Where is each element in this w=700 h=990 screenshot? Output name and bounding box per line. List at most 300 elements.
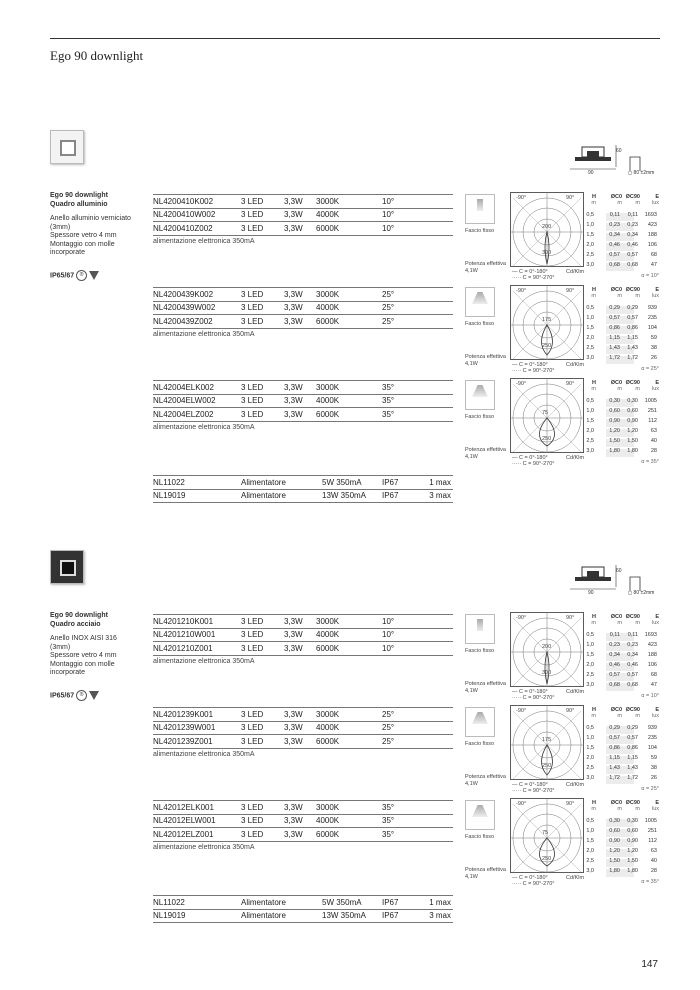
power: 3,3W [284,290,303,299]
table-cell: 0,5 [586,398,594,404]
table-cell: 112 [648,418,657,424]
led-count: 3 LED [241,630,264,639]
beam-icon [472,292,488,304]
cert-badge-icon: ® [76,270,87,281]
color-temperature: 3000K [316,383,340,392]
polar-legend-c0: — C = 0°-180° [512,782,548,788]
power: 3,3W [284,630,303,639]
table-unit: m [591,713,596,719]
color-temperature: 3000K [316,803,340,812]
polar-label-outer: 250 [542,763,552,769]
dimension-height: 60 [616,568,622,574]
table-cell: 251 [647,408,657,414]
table-header: ØC0 [610,707,622,713]
accessory-power: 5W 350mA [322,478,362,487]
ip-text: IP65/67 [50,272,75,280]
power: 3,3W [284,410,303,419]
polar-unit: Cd/Klm [566,782,585,788]
power-supply-note: alimentazione elettronica 350mA [153,751,255,758]
beam-angle: 35° [382,816,395,825]
table-row [588,355,658,365]
table-row [588,315,658,325]
product-code: NL42004ELK002 [153,383,214,392]
table-cell: 1,80 [627,448,638,454]
table-cell: 1,5 [586,745,594,751]
table-header: H [592,380,596,386]
beam-alpha: α = 25° [641,366,659,372]
table-cell: 1,15 [627,335,638,341]
table-cell: 0,68 [627,262,638,268]
polar-label-right: 90° [566,195,575,201]
product-row [153,301,453,315]
table-cell: 2,5 [586,438,594,444]
polar-label-right: 90° [566,708,575,714]
table-row [588,345,658,355]
table-unit: m [617,713,622,719]
table-cell: 28 [650,448,657,454]
power: 3,3W [284,723,303,732]
table-cell: 3,0 [586,355,594,361]
table-cell: 1,72 [609,355,620,361]
beam-alpha: α = 10° [641,273,659,279]
table-header: E [655,287,659,293]
table-cell: 0,29 [609,725,620,731]
table-cell: 1,5 [586,325,594,331]
product-row [153,408,453,422]
polar-unit: Cd/Klm [566,362,585,368]
table-cell: 0,90 [627,838,638,844]
table-cell: 3,0 [586,682,594,688]
table-cell: 0,5 [586,212,594,218]
table-header: ØC0 [610,287,622,293]
power: 3,3W [284,644,303,653]
table-cell: 0,34 [627,232,638,238]
beam-type: Fascio fisso [465,321,495,327]
table-cell: 1,5 [586,652,594,658]
product-variant: Quadro acciaio [50,620,101,628]
table-cell: 2,0 [586,848,594,854]
effective-power-value: 4,1W [465,688,478,694]
led-count: 3 LED [241,816,264,825]
table-cell: 1005 [644,818,657,824]
polar-label-right: 90° [566,381,575,387]
table-cell: 1693 [644,632,657,638]
cert-triangle-icon [89,271,99,280]
table-cell: 0,57 [627,672,638,678]
table-cell: 0,11 [609,632,620,638]
description-line: Anello alluminio verniciato [50,215,131,222]
accessory-name: Alimentatore [241,898,286,907]
polar-label-inner: 175 [542,737,552,743]
polar-unit: Cd/Klm [566,269,585,275]
table-unit: m [635,806,640,812]
table-cell: 1,0 [586,735,594,741]
table-cell: 1,15 [609,335,620,341]
table-row [588,662,658,672]
table-cell: 1,80 [609,448,620,454]
beam-angle: 25° [382,710,395,719]
table-cell: 2,5 [586,345,594,351]
table-row [588,858,658,868]
beam-icon [472,805,488,817]
table-cell: 0,90 [609,838,620,844]
color-temperature: 6000K [316,737,340,746]
product-row [153,814,453,828]
product-row [153,614,453,629]
table-unit: m [617,386,622,392]
beam-type: Fascio fisso [465,741,495,747]
product-row [153,394,453,408]
product-row [153,315,453,329]
power: 3,3W [284,617,303,626]
table-cell: 0,23 [627,222,638,228]
photometric-table [588,800,660,890]
led-count: 3 LED [241,830,264,839]
power-supply-note: alimentazione elettronica 350mA [153,658,255,665]
table-cell: 1,0 [586,642,594,648]
power: 3,3W [284,224,303,233]
table-cell: 1,20 [609,848,620,854]
table-row [588,448,658,458]
top-rule [50,38,660,39]
table-header: H [592,287,596,293]
table-header: E [655,194,659,200]
table-header: H [592,194,596,200]
table-unit: m [617,806,622,812]
color-temperature: 4000K [316,303,340,312]
color-temperature: 4000K [316,723,340,732]
table-cell: 2,5 [586,252,594,258]
table-cell: 2,0 [586,335,594,341]
table-cell: 59 [650,335,657,341]
description-line: (3mm) [50,223,71,231]
table-row [588,438,658,448]
table-cell: 40 [650,858,657,864]
table-cell: 0,90 [627,418,638,424]
table-cell: 2,0 [586,755,594,761]
table-cell: 3,0 [586,868,594,874]
beam-angle: 10° [382,210,395,219]
photometric-table [588,614,660,704]
product-code: NL4201210W001 [153,630,216,639]
table-row [588,642,658,652]
led-count: 3 LED [241,383,264,392]
table-cell: 0,29 [627,725,638,731]
table-cell: 0,86 [627,325,638,331]
beam-angle: 35° [382,830,395,839]
effective-power-value: 4,1W [465,874,478,880]
beam-alpha: α = 35° [641,879,659,885]
beam-type: Fascio fisso [465,834,495,840]
beam-type: Fascio fisso [465,648,495,654]
table-cell: 63 [650,428,657,434]
table-header: ØC0 [610,614,622,620]
table-cell: 0,29 [609,305,620,311]
table-row [588,818,658,828]
color-temperature: 4000K [316,210,340,219]
cert-triangle-icon [89,691,99,700]
table-row [588,242,658,252]
table-cell: 1,72 [609,775,620,781]
ip-rating [50,690,99,701]
power-supply-note: alimentazione elettronica 350mA [153,238,255,245]
power: 3,3W [284,803,303,812]
beam-angle: 35° [382,396,395,405]
product-code: NL42004ELW002 [153,396,216,405]
table-cell: 0,30 [627,818,638,824]
color-temperature: 6000K [316,644,340,653]
table-row [588,252,658,262]
photometric-table [588,287,660,377]
table-cell: 40 [650,438,657,444]
table-cell: 1,15 [627,755,638,761]
accessory-name: Alimentatore [241,478,286,487]
table-header: E [655,614,659,620]
led-count: 3 LED [241,210,264,219]
table-header: ØC90 [625,707,640,713]
product-code: NL4200439K002 [153,290,214,299]
polar-label-inner: 75 [542,830,549,836]
table-cell: 106 [647,242,657,248]
power: 3,3W [284,396,303,405]
page-title: Ego 90 downlight [50,48,144,63]
table-cell: 0,57 [627,735,638,741]
table-unit: m [591,293,596,299]
table-cell: 0,5 [586,305,594,311]
accessory-ip: IP67 [382,478,399,487]
accessory-power: 13W 350mA [322,491,367,500]
polar-unit: Cd/Klm [566,455,585,461]
table-unit: lux [651,293,659,299]
polar-label-right: 90° [566,288,575,294]
table-cell: 1,43 [627,345,638,351]
table-cell: 1,20 [609,428,620,434]
product-code: NL4200410K002 [153,197,214,206]
power: 3,3W [284,816,303,825]
table-cell: 0,68 [609,262,620,268]
polar-legend-c90: ····· C = 90°-270° [512,368,555,374]
table-cell: 0,11 [627,212,638,218]
color-temperature: 6000K [316,410,340,419]
photometric-table [588,194,660,284]
power: 3,3W [284,197,303,206]
dimension-width: 90 [588,590,594,596]
table-cell: 3,0 [586,448,594,454]
power: 3,3W [284,710,303,719]
table-unit: m [635,386,640,392]
effective-power-value: 4,1W [465,268,478,274]
table-cell: 1,72 [627,355,638,361]
table-header: ØC90 [625,800,640,806]
table-cell: 0,29 [627,305,638,311]
table-header: ØC90 [625,287,640,293]
beam-image [465,707,495,737]
polar-label-inner: 200 [542,224,552,230]
product-code: NL4200410Z002 [153,224,213,233]
beam-image [465,194,495,224]
table-unit: m [617,200,622,206]
table-row [588,305,658,315]
accessory-row [153,489,453,503]
power: 3,3W [284,383,303,392]
table-row [588,682,658,692]
color-temperature: 3000K [316,290,340,299]
table-cell: 0,11 [609,212,620,218]
power: 3,3W [284,830,303,839]
dimension-width: 90 [588,170,594,176]
table-row [588,745,658,755]
table-cell: 423 [647,642,657,648]
product-row [153,707,453,722]
product-description [50,192,150,258]
table-row [588,755,658,765]
table-cell: 1,43 [609,345,620,351]
polar-label-right: 90° [566,801,575,807]
table-cell: 0,23 [627,642,638,648]
table-cell: 0,57 [627,252,638,258]
polar-label-outer: 250 [542,436,552,442]
beam-type: Fascio fisso [465,414,495,420]
product-code: NL4200410W002 [153,210,216,219]
table-unit: m [635,620,640,626]
polar-legend-c90: ····· C = 90°-270° [512,461,555,467]
table-row [588,398,658,408]
product-code: NL4201210Z001 [153,644,213,653]
table-row [588,212,658,222]
description-line: Spessore vetro 4 mm [50,652,117,659]
polar-label-outer: 300 [542,670,552,676]
beam-alpha: α = 35° [641,459,659,465]
beam-angle: 25° [382,290,395,299]
polar-label-outer: 250 [542,343,552,349]
accessory-power: 13W 350mA [322,911,367,920]
color-temperature: 4000K [316,816,340,825]
table-cell: 26 [650,355,657,361]
description-line: Montaggio con molle [50,660,115,668]
table-unit: lux [651,713,659,719]
accessory-ip: IP67 [382,911,399,920]
table-unit: lux [651,200,659,206]
table-cell: 3,0 [586,262,594,268]
table-row [588,418,658,428]
table-row [588,335,658,345]
power-supply-note: alimentazione elettronica 350mA [153,424,255,431]
table-cell: 0,68 [627,682,638,688]
table-header: ØC0 [610,194,622,200]
effective-power-value: 4,1W [465,454,478,460]
color-temperature: 6000K [316,224,340,233]
accessory-row [153,909,453,923]
table-cell: 0,57 [627,315,638,321]
table-cell: 68 [650,672,657,678]
table-cell: 0,60 [609,408,620,414]
power: 3,3W [284,317,303,326]
product-row [153,828,453,842]
table-header: ØC0 [610,800,622,806]
table-cell: 3,0 [586,775,594,781]
beam-angle: 25° [382,737,395,746]
polar-label-right: 90° [566,615,575,621]
table-row [588,828,658,838]
table-cell: 0,30 [627,398,638,404]
beam-image [465,800,495,830]
product-row [153,194,453,209]
table-cell: 104 [647,745,657,751]
accessory-max: 1 max [429,898,451,907]
table-header: ØC0 [610,380,622,386]
table-cell: 188 [647,232,657,238]
table-cell: 68 [650,252,657,258]
table-unit: lux [651,806,659,812]
table-cell: 1,0 [586,408,594,414]
product-code: NL4201239Z001 [153,737,213,746]
beam-icon [472,712,488,724]
table-unit: m [635,200,640,206]
table-cell: 0,60 [627,828,638,834]
product-row [153,800,453,815]
table-row [588,632,658,642]
beam-angle: 25° [382,317,395,326]
table-cell: 0,5 [586,818,594,824]
table-cell: 0,46 [609,662,620,668]
beam-image [465,614,495,644]
table-cell: 59 [650,755,657,761]
power: 3,3W [284,737,303,746]
table-cell: 0,30 [609,818,620,824]
polar-label-left: -90° [516,195,527,201]
table-cell: 0,34 [609,652,620,658]
table-cell: 1,43 [627,765,638,771]
description-line: incorporate [50,669,86,676]
table-cell: 1,0 [586,315,594,321]
power: 3,3W [284,303,303,312]
polar-legend-c0: — C = 0°-180° [512,455,548,461]
product-code: NL4201210K001 [153,617,214,626]
led-count: 3 LED [241,723,264,732]
beam-angle: 35° [382,803,395,812]
polar-unit: Cd/Klm [566,875,585,881]
table-header: E [655,380,659,386]
table-cell: 0,23 [609,642,620,648]
effective-power-value: 4,1W [465,361,478,367]
color-temperature: 3000K [316,617,340,626]
product-thumbnail [50,130,84,164]
table-cell: 0,23 [609,222,620,228]
polar-legend-c0: — C = 0°-180° [512,875,548,881]
table-cell: 0,30 [609,398,620,404]
table-cell: 2,0 [586,662,594,668]
table-row [588,735,658,745]
beam-angle: 35° [382,383,395,392]
table-row [588,838,658,848]
table-cell: 0,90 [609,418,620,424]
table-header: ØC90 [625,614,640,620]
polar-legend-c0: — C = 0°-180° [512,689,548,695]
beam-icon [472,385,488,397]
accessory-code: NL19019 [153,911,186,920]
accessory-ip: IP67 [382,898,399,907]
accessory-name: Alimentatore [241,911,286,920]
table-cell: 106 [647,662,657,668]
table-cell: 0,86 [627,745,638,751]
effective-power-label: Potenza effettiva [465,774,506,780]
effective-power-label: Potenza effettiva [465,261,506,267]
table-unit: lux [651,620,659,626]
table-row [588,868,658,878]
table-row [588,652,658,662]
led-count: 3 LED [241,644,264,653]
product-code: NL42012ELZ001 [153,830,214,839]
